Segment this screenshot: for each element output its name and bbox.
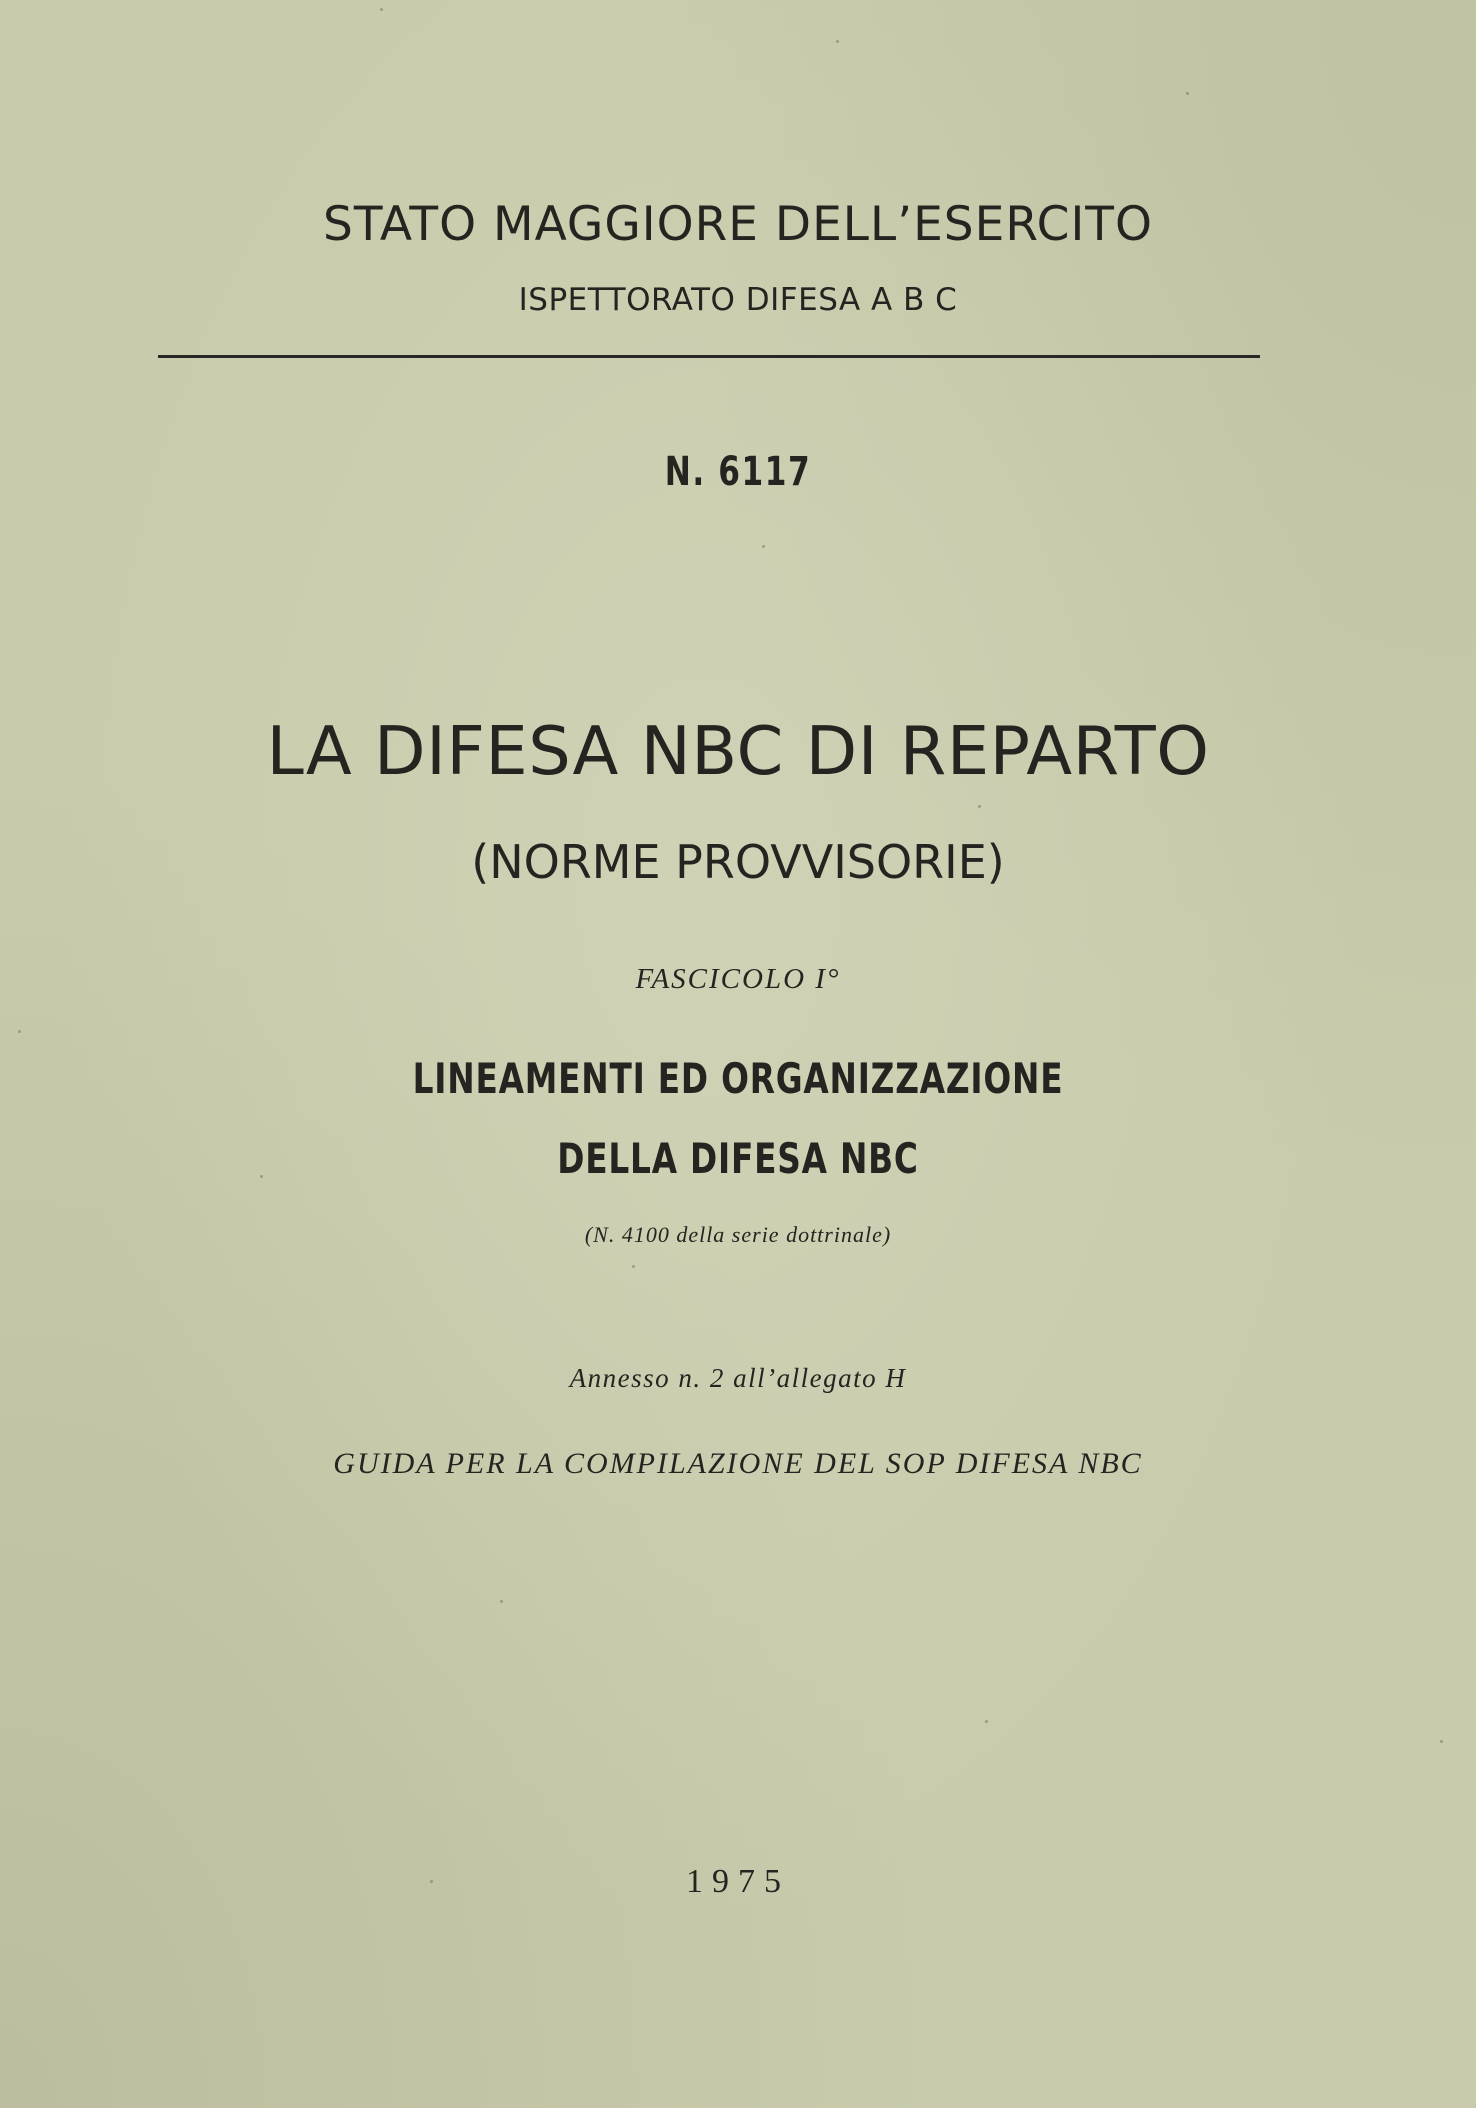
paper-speck	[985, 1720, 988, 1723]
series-note: (N. 4100 della serie dottrinale)	[584, 1222, 892, 1247]
paper-speck	[762, 545, 765, 548]
header-divider	[158, 355, 1260, 358]
fascicolo-label: FASCICOLO I°	[635, 963, 841, 995]
main-title: LA DIFESA NBC DI REPARTO	[266, 712, 1210, 790]
document-number: N. 6117	[664, 449, 812, 495]
publication-year: 1975	[686, 1863, 790, 1900]
subtitle: (NORME PROVVISORIE)	[471, 835, 1005, 889]
paper-speck	[18, 1030, 21, 1033]
annex-reference: Annesso n. 2 all’allegato H	[569, 1363, 907, 1393]
paper-speck	[260, 1175, 263, 1178]
section-title-line-1: LINEAMENTI ED ORGANIZZAZIONE	[412, 1054, 1064, 1103]
paper-speck	[380, 8, 383, 11]
paper-speck	[836, 40, 839, 43]
paper-speck	[978, 805, 981, 808]
section-title-line-2: DELLA DIFESA NBC	[557, 1134, 919, 1183]
guide-title: GUIDA PER LA COMPILAZIONE DEL SOP DIFESA NBC	[333, 1447, 1143, 1480]
department-name: ISPETTORATO DIFESA A B C	[518, 282, 958, 318]
paper-speck	[500, 1600, 503, 1603]
paper-speck	[430, 1880, 433, 1883]
paper-speck	[632, 1265, 635, 1268]
paper-speck	[1186, 92, 1189, 95]
organization-name: STATO MAGGIORE DELL’ESERCITO	[322, 197, 1154, 252]
paper-speck	[1440, 1740, 1443, 1743]
